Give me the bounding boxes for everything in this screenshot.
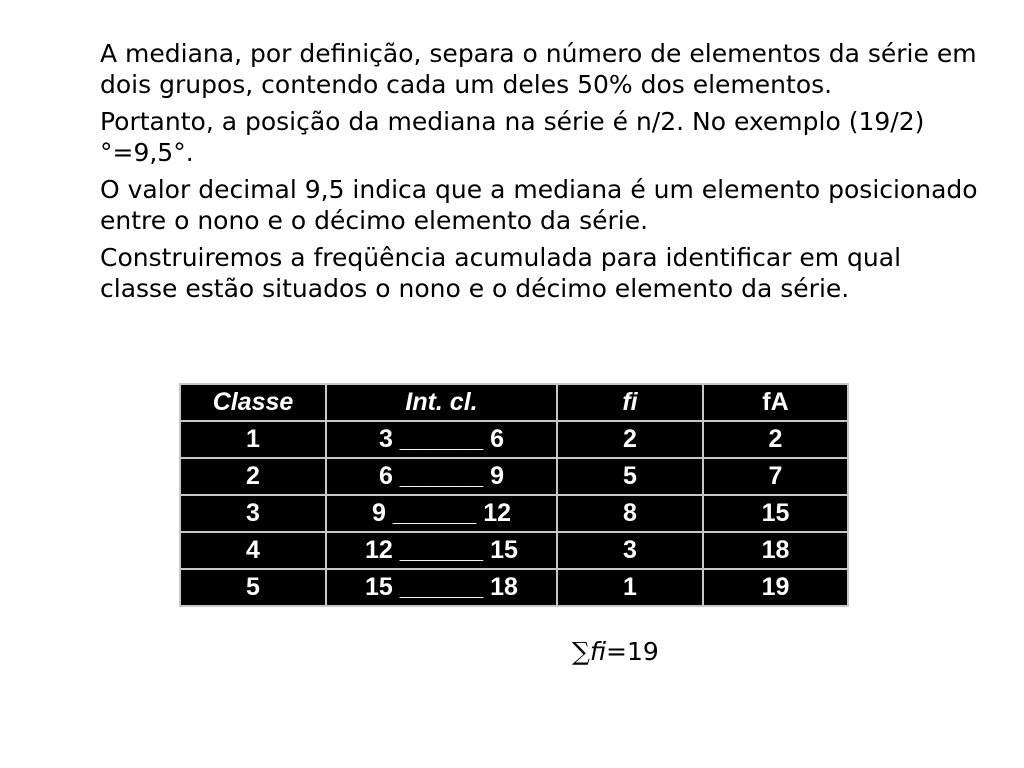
cell-classe: 3 [180, 495, 326, 532]
header-interval: Int. cl. [326, 384, 557, 421]
paragraph-decimal: O valor decimal 9,5 indica que a mediana é um elemento posicionado entre o nono e o décimo elemento da série. [100, 175, 978, 235]
cell-interval: 9 ______ 12 [326, 495, 557, 532]
cell-fi: 5 [557, 458, 703, 495]
table-header-row [180, 384, 848, 421]
paragraph-definition: A mediana, por definição, separa o número de elementos da série em dois grupos, contendo cada um deles 50% dos elementos. [100, 39, 977, 99]
cell-classe: 1 [180, 421, 326, 458]
cell-classe: 5 [180, 569, 326, 606]
cell-classe: 2 [180, 458, 326, 495]
header-classe: Classe [180, 384, 326, 421]
table-row [180, 495, 848, 532]
cell-fi: 8 [557, 495, 703, 532]
cell-interval: 12 ______ 15 [326, 532, 557, 569]
table-row [180, 458, 848, 495]
frequency-table [179, 383, 849, 607]
cell-interval: 6 ______ 9 [326, 458, 557, 495]
cell-fi: 3 [557, 532, 703, 569]
cell-interval: 15 ______ 18 [326, 569, 557, 606]
cell-interval: 3 ______ 6 [326, 421, 557, 458]
table-row [180, 532, 848, 569]
sum-variable: fi [589, 637, 607, 666]
cell-classe: 4 [180, 532, 326, 569]
table-row [180, 421, 848, 458]
cell-fa: 15 [703, 495, 848, 532]
sum-total [572, 636, 659, 667]
cell-fa: 7 [703, 458, 848, 495]
header-fi: fi [557, 384, 703, 421]
text-block [100, 38, 980, 310]
header-fa: fA [703, 384, 848, 421]
sum-symbol: ∑ [572, 637, 590, 666]
cell-fi: 2 [557, 421, 703, 458]
cell-fa: 18 [703, 532, 848, 569]
paragraph-cumulative: Construiremos a freqüência acumulada para identificar em qual classe estão situados o nono e o décimo elemento da série. [100, 243, 902, 303]
cell-fa: 2 [703, 421, 848, 458]
table-row [180, 569, 848, 606]
paragraph-position: Portanto, a posição da mediana na série é n/2. No exemplo (19/2)°=9,5°. [100, 107, 925, 167]
sum-value: =19 [606, 637, 659, 666]
cell-fa: 19 [703, 569, 848, 606]
cell-fi: 1 [557, 569, 703, 606]
